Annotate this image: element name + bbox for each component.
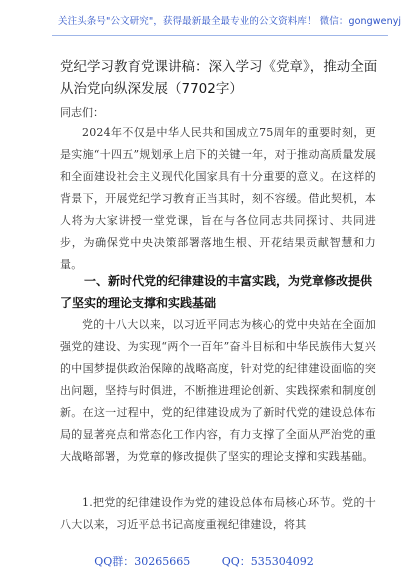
header-divider (52, 35, 388, 36)
footer-contact (0, 553, 408, 569)
paragraph-numbered-item: 1.把党的纪律建设作为党的建设总体布局核心环节。党的十八大以来，习近平总书记高度重视纪律建设，将其 (60, 496, 376, 531)
paragraph-section-body: 党的十八大以来，以习近平同志为核心的党中央站在全面加强党的建设、为实现“两个一百年”奋斗目标和中华民族伟大复兴的中国梦提供政治保障的战略高度，针对党的纪律建设面临的突出问题，坚持与时俱进，不断推进理论创新、实践探索和制度创新。在这一过程中，党的纪律建设成为了新时代党的建设总体布局的显著亮点和常态化工作内容，有力支撑了全面从严治党的重大战略部署，为党章的修改提供了坚实的理论支撑和实践基础。 (60, 318, 376, 463)
section-heading: 一、新时代党的纪律建设的丰富实践，为党章修改提供了坚实的理论支撑和实践基础 (60, 274, 373, 310)
footer-qq-group: QQ群：30265665 (94, 555, 191, 568)
footer-qq: QQ：535304092 (221, 555, 314, 568)
header-banner: 关注头条号"公文研究"，获得最新最全最专业的公文资料库！ 微信：gongwenyj (58, 16, 402, 27)
document-title: 党纪学习教育党课讲稿：深入学习《党章》，推动全面从治党向纵深发展（7702字） (60, 59, 378, 97)
salutation: 同志们： (60, 106, 104, 119)
paragraph-intro: 2024年不仅是中华人民共和国成立75周年的重要时刻，更是实施“十四五”规划承上启下的关键一年，对于推动高质量发展和全面建设社会主义现代化国家具有十分重要的意义。在这样的背景下，开展党纪学习教育正当其时，刻不容缓。借此契机，本人将为大家讲授一堂党课，旨在与各位同志共同探讨、共同进步，为确保党中央决策部署落地生根、开花结果贡献智慧和力量。 (60, 126, 376, 271)
